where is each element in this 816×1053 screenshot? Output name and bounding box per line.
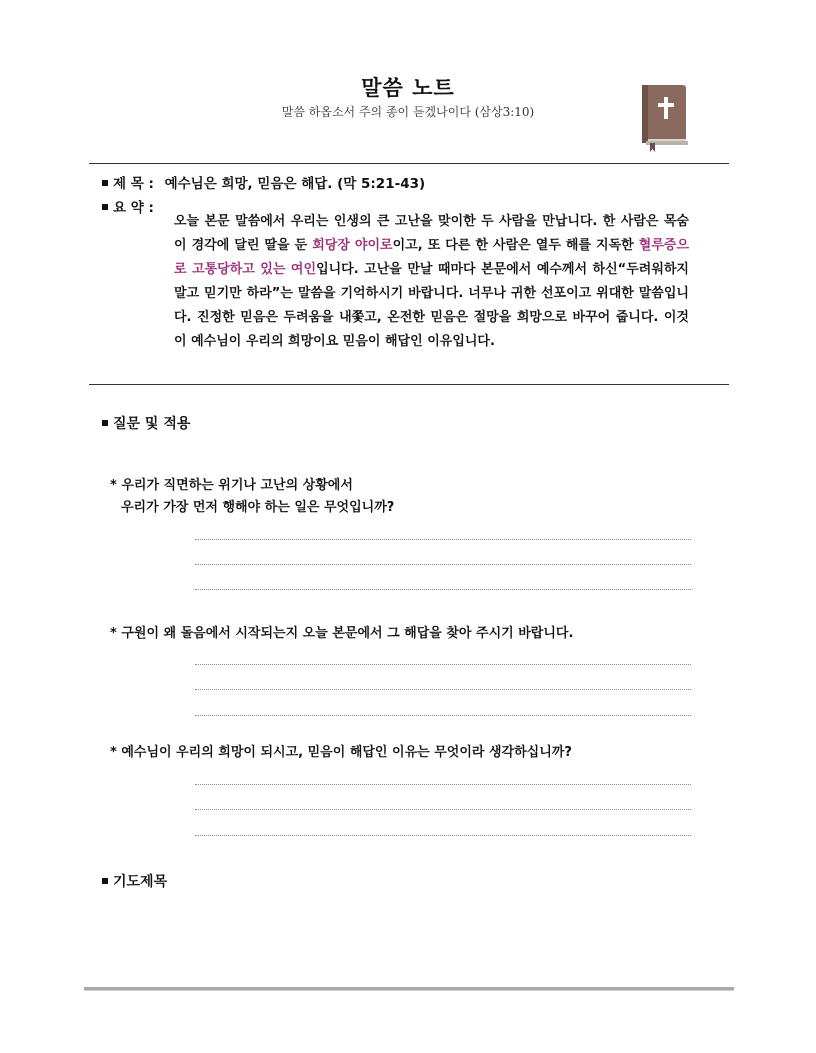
answer-line[interactable] (195, 689, 691, 690)
question-3-line1: * 예수님이 우리의 희망이 되시고, 믿음이 해답인 이유는 무엇이라 생각하십니까? (110, 745, 572, 760)
page-title: 말씀 노트 (361, 76, 455, 100)
answer-line[interactable] (195, 835, 691, 836)
answer-line[interactable] (195, 715, 691, 716)
answer-line[interactable] (195, 809, 691, 810)
question-2-line1: * 구원이 왜 돌음에서 시작되는지 오늘 본문에서 그 해답을 찾아 주시기 바랍니다. (110, 626, 574, 641)
summary-label-row (102, 196, 154, 216)
summary-divider (89, 384, 729, 385)
bullet-icon (102, 420, 108, 426)
sermon-summary (174, 210, 689, 354)
bullet-icon (102, 180, 108, 186)
bullet-icon (102, 878, 108, 884)
summary-highlight-woman: 혈루증으로 고통당하고 있는 여인 (174, 238, 690, 277)
answer-line[interactable] (195, 589, 691, 590)
bullet-icon (102, 204, 108, 210)
sermon-title-row (102, 172, 425, 192)
header-divider (89, 163, 729, 164)
questions-heading (102, 413, 190, 433)
question-1-line2: 우리가 가장 먼저 행해야 하는 일은 무엇입니까? (121, 500, 395, 515)
prayer-heading (102, 871, 167, 891)
sermon-title-value: 예수님은 희망, 믿음은 해답. (막 5:21-43) (164, 176, 426, 192)
prayer-heading-text: 기도제목 (113, 874, 168, 890)
question-1-line1: * 우리가 직면하는 위기나 고난의 상황에서 (110, 478, 353, 493)
answer-line[interactable] (195, 784, 691, 785)
summary-text: 오늘 본문 말씀에서 우리는 인생의 큰 고난을 맞이한 두 사람을 만납니다. 한 사람은 목숨이 경각에 달린 딸을 둔 (174, 214, 689, 253)
summary-label: 요 약 : (113, 200, 154, 216)
bible-icon (640, 83, 690, 153)
page-subtitle: 말씀 하옵소서 주의 종이 듣겠나이다 (삼상3:10) (281, 105, 535, 119)
summary-highlight-jairus: 회당장 야이로 (312, 238, 393, 253)
answer-line[interactable] (195, 664, 691, 665)
answer-line[interactable] (195, 564, 691, 565)
question-3 (110, 742, 572, 764)
summary-text: 이고, 또 다른 한 사람은 열두 해를 지독한 (392, 238, 639, 253)
summary-text: 입니다. 고난을 만날 때마다 본문에서 예수께서 하신“두려워하지 말고 믿기만 하라”는 말씀을 기억하시기 바랍니다. 너무나 귀한 선포이고 위대한 말씀입니다. 진정한 믿음은 두려움을 내쫓고, 온전한 믿음은 절망을 희망으로 바꾸어 줍니다. 이것이 예수님이 우리의 희망이요 믿음이 해답인 이유입니다. (174, 262, 689, 349)
sermon-title-label: 제 목 : (113, 176, 154, 192)
question-1 (110, 475, 394, 519)
question-2 (110, 623, 573, 645)
footer-divider (84, 987, 734, 991)
questions-heading-text: 질문 및 적용 (113, 416, 191, 432)
answer-line[interactable] (195, 539, 691, 540)
